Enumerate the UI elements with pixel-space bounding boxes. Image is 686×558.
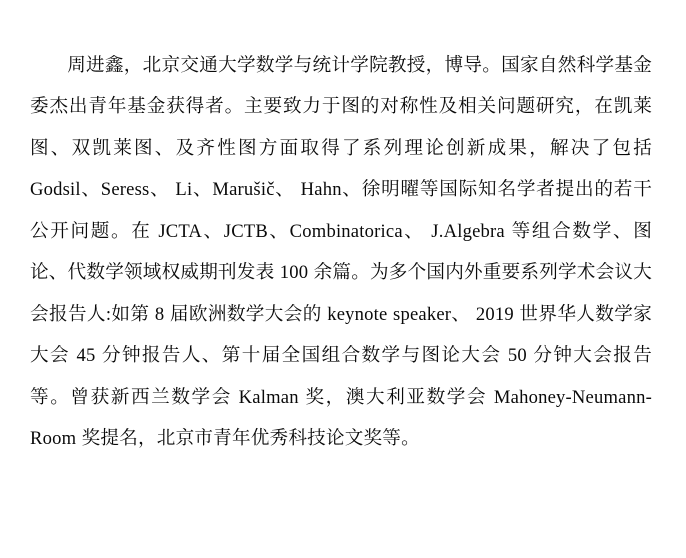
- biography-paragraph: 周进鑫，北京交通大学数学与统计学院教授，博导。国家自然科学基金委杰出青年基金获得者。主要致力于图的对称性及相关问题研究，在凯莱图、双凯莱图、及齐性图方面取得了系列理论创新成果，解决了包括 Godsil、Seress、 Li、Marušič、 Hahn、徐明曜等国际知名学者提出的若干公开问题。在 JCTA、JCTB、Combinatorica、 J.Algebra 等组合数学、图论、代数学领域权威期刊发表 100 余篇。为多个国内外重要系列学术会议大会报告人:如第 8 届欧洲数学大会的 keynote speaker、 2019 世界华人数学家大会 45 分钟报告人、第十届全国组合数学与图论大会 50 分钟大会报告等。曾获新西兰数学会 Kalman 奖，澳大利亚数学会 Mahoney-Neumann-Room 奖提名，北京市青年优秀科技论文奖等。: [30, 54, 658, 450]
